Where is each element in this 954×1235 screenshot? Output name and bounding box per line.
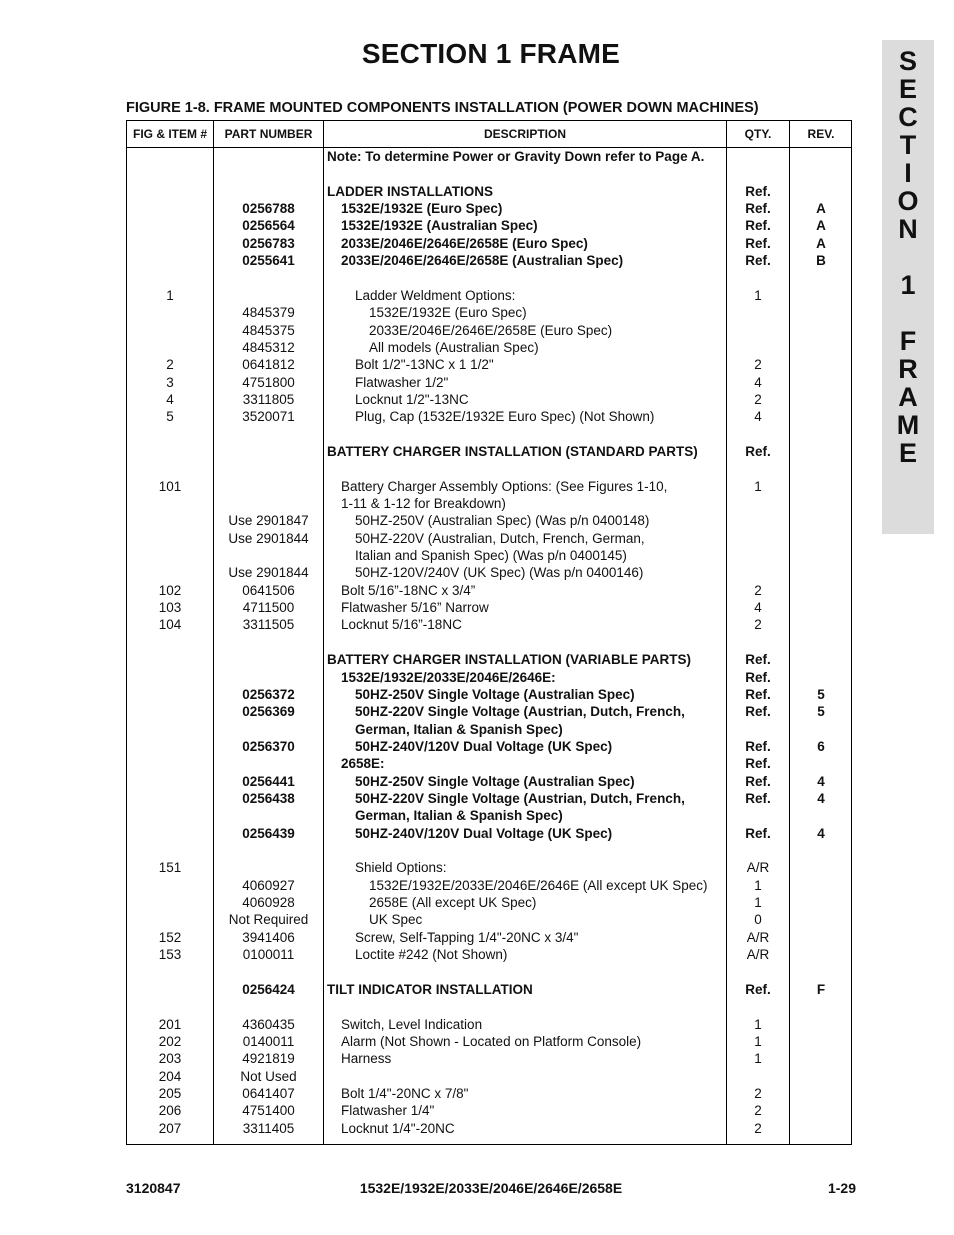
- part-number-cell: 4711500: [242, 600, 295, 616]
- part-number-cell: 0140011: [242, 1033, 295, 1049]
- description-cell: BATTERY CHARGER INSTALLATION (STANDARD PARTS): [327, 443, 698, 459]
- description-cell: Switch, Level Indication: [341, 1016, 483, 1032]
- qty-cell: Ref.: [745, 201, 771, 217]
- table-row: [127, 165, 851, 182]
- description-cell: 50HZ-220V Single Voltage (Austrian, Dutch, French,: [355, 704, 685, 720]
- table-row: [127, 426, 851, 443]
- table-row: [127, 478, 851, 495]
- description-cell: Flatwasher 1/2": [355, 374, 449, 390]
- description-cell: Flatwasher 5/16” Narrow: [341, 600, 489, 616]
- table-row: [127, 512, 851, 529]
- side-tab-letter: S: [898, 46, 917, 76]
- side-tab-letter: F: [899, 326, 917, 356]
- description-cell: German, Italian & Spanish Spec): [355, 808, 563, 824]
- table-row: [127, 981, 851, 998]
- description-cell: Bolt 1/2"-13NC x 1 1/2": [355, 357, 494, 373]
- fig-item-cell: 206: [158, 1103, 182, 1119]
- side-tab-letter: M: [896, 410, 920, 440]
- table-row: [127, 894, 851, 911]
- table-row: [127, 148, 851, 165]
- table-row: [127, 721, 851, 738]
- part-number-cell: 4845375: [242, 322, 295, 338]
- qty-cell: 2: [754, 582, 762, 598]
- rev-cell: 5: [817, 686, 825, 702]
- part-number-cell: 0256441: [242, 773, 295, 789]
- part-number-cell: 4360435: [242, 1016, 295, 1032]
- table-row: [127, 183, 851, 200]
- table-row: [127, 356, 851, 373]
- rev-cell: A: [816, 201, 826, 217]
- qty-cell: Ref.: [745, 981, 771, 997]
- description-cell: LADDER INSTALLATIONS: [327, 183, 493, 199]
- description-cell: All models (Australian Spec): [369, 339, 539, 355]
- table-row: [127, 755, 851, 772]
- part-number-cell: Not Required: [228, 912, 309, 928]
- table-row: [127, 669, 851, 686]
- part-number-cell: 0256788: [242, 201, 295, 217]
- side-tab-letter: N: [898, 214, 918, 244]
- section-title: SECTION 1 FRAME: [361, 38, 621, 69]
- description-cell: Italian and Spanish Spec) (Was p/n 0400145): [355, 548, 627, 564]
- header-fig-item: FIG & ITEM #: [132, 127, 207, 141]
- table-row: [127, 1068, 851, 1085]
- table-row: [127, 1050, 851, 1067]
- qty-cell: 1: [754, 1016, 762, 1032]
- fig-item-cell: 203: [158, 1051, 182, 1067]
- fig-item-cell: 153: [158, 947, 182, 963]
- qty-cell: Ref.: [745, 669, 771, 685]
- table-row: [127, 1102, 851, 1119]
- description-cell: Alarm (Not Shown - Located on Platform Console): [341, 1033, 642, 1049]
- table-row: [127, 269, 851, 286]
- qty-cell: 2: [754, 617, 762, 633]
- table-row: [127, 252, 851, 269]
- table-row: [127, 825, 851, 842]
- fig-item-cell: 102: [158, 582, 182, 598]
- fig-item-cell: 202: [158, 1033, 182, 1049]
- part-number-cell: 0255641: [242, 253, 295, 269]
- table-row: [127, 443, 851, 460]
- description-cell: 1532E/1932E (Australian Spec): [341, 218, 538, 234]
- table-row: [127, 1085, 851, 1102]
- description-cell: Note: To determine Power or Gravity Down refer to Page A.: [327, 149, 705, 164]
- description-cell: 1532E/1932E (Euro Spec): [341, 201, 503, 217]
- description-cell: 1532E/1932E/2033E/2046E/2646E (All except UK Spec): [369, 877, 708, 893]
- qty-cell: 1: [754, 478, 762, 494]
- qty-cell: Ref.: [745, 686, 771, 702]
- table-row: [127, 495, 851, 512]
- table-row: [127, 304, 851, 321]
- qty-cell: A/R: [746, 947, 770, 963]
- table-row: [127, 217, 851, 234]
- table-row: [127, 634, 851, 651]
- fig-item-cell: 101: [158, 478, 182, 494]
- fig-item-cell: 103: [158, 600, 182, 616]
- description-cell: Bolt 1/4"-20NC x 7/8": [341, 1085, 469, 1101]
- footer-models: 1532E/1932E/2033E/2046E/2646E/2658E: [359, 1180, 623, 1196]
- table-row: [127, 287, 851, 304]
- qty-cell: 2: [754, 1103, 762, 1119]
- part-number-cell: 0641506: [242, 582, 295, 598]
- fig-item-cell: 207: [158, 1120, 182, 1136]
- description-cell: Ladder Weldment Options:: [355, 287, 516, 303]
- description-cell: 1532E/1932E (Euro Spec): [369, 305, 527, 321]
- qty-cell: 4: [754, 600, 762, 616]
- table-row: [127, 963, 851, 980]
- part-number-cell: 3520071: [242, 409, 295, 425]
- description-cell: 2033E/2046E/2646E/2658E (Australian Spec): [341, 253, 624, 269]
- description-cell: Locknut 1/2"-13NC: [355, 391, 469, 407]
- side-tab-letter: T: [899, 130, 917, 160]
- table-row: [127, 391, 851, 408]
- table-row: [127, 1120, 851, 1137]
- description-cell: Flatwasher 1/4": [341, 1103, 435, 1119]
- qty-cell: 1: [754, 1033, 762, 1049]
- table-row: [127, 877, 851, 894]
- part-number-cell: 0256438: [242, 790, 295, 806]
- part-number-cell: 0256439: [242, 825, 295, 841]
- qty-cell: Ref.: [745, 253, 771, 269]
- fig-item-cell: 3: [166, 374, 174, 390]
- table-row: [127, 946, 851, 963]
- qty-cell: 2: [754, 391, 762, 407]
- part-number-cell: 0256564: [242, 218, 295, 234]
- rev-cell: B: [816, 253, 826, 269]
- section-side-tab: [882, 40, 934, 534]
- header-part-number: PART NUMBER: [224, 127, 313, 141]
- side-tab-gap: [882, 299, 934, 327]
- fig-item-cell: 4: [166, 391, 174, 407]
- part-number-cell: 4845379: [242, 305, 295, 321]
- qty-cell: Ref.: [745, 825, 771, 841]
- rev-cell: 5: [817, 704, 825, 720]
- description-cell: UK Spec: [369, 912, 423, 928]
- table-row: [127, 790, 851, 807]
- qty-cell: Ref.: [745, 183, 771, 199]
- fig-item-cell: 152: [158, 929, 182, 945]
- rev-cell: F: [816, 981, 826, 997]
- description-cell: 50HZ-240V/120V Dual Voltage (UK Spec): [355, 825, 613, 841]
- table-row: [127, 235, 851, 252]
- table-row: [127, 807, 851, 824]
- qty-cell: 0: [754, 912, 762, 928]
- rev-cell: 4: [817, 790, 825, 806]
- part-number-cell: 0256369: [242, 704, 295, 720]
- fig-item-cell: 5: [166, 409, 174, 425]
- table-row: [127, 929, 851, 946]
- description-cell: Bolt 5/16”-18NC x 3/4”: [341, 582, 476, 598]
- qty-cell: 1: [754, 287, 762, 303]
- description-cell: 2033E/2046E/2646E/2658E (Euro Spec): [369, 322, 613, 338]
- description-cell: Screw, Self-Tapping 1/4"-20NC x 3/4": [355, 929, 579, 945]
- table-row: [127, 651, 851, 668]
- qty-cell: Ref.: [745, 218, 771, 234]
- side-tab-letter: A: [898, 382, 918, 412]
- table-row: [127, 599, 851, 616]
- side-tab-letters: [882, 47, 934, 467]
- part-number-cell: 0100011: [242, 947, 295, 963]
- description-cell: Locknut 5/16”-18NC: [341, 617, 462, 633]
- fig-item-cell: 201: [158, 1016, 182, 1032]
- table-row: [127, 842, 851, 859]
- table-row: [127, 686, 851, 703]
- part-number-cell: Use 2901847: [228, 513, 309, 529]
- description-cell: 2658E (All except UK Spec): [369, 895, 537, 911]
- part-number-cell: 0641407: [242, 1085, 295, 1101]
- qty-cell: A/R: [746, 929, 770, 945]
- rev-cell: 4: [817, 773, 825, 789]
- description-cell: BATTERY CHARGER INSTALLATION (VARIABLE PARTS): [327, 652, 691, 668]
- side-tab-letter: I: [904, 158, 912, 188]
- qty-cell: 2: [754, 1085, 762, 1101]
- qty-cell: 2: [754, 357, 762, 373]
- fig-item-cell: 104: [158, 617, 182, 633]
- fig-item-cell: 204: [158, 1068, 182, 1084]
- rev-cell: 6: [817, 738, 825, 754]
- qty-cell: 1: [754, 1051, 762, 1067]
- part-number-cell: 4845312: [242, 339, 295, 355]
- rev-cell: 4: [817, 825, 825, 841]
- description-cell: 50HZ-220V (Australian, Dutch, French, German,: [355, 530, 645, 546]
- fig-item-cell: 205: [158, 1085, 182, 1101]
- part-number-cell: Not Used: [240, 1068, 297, 1084]
- qty-cell: 4: [754, 409, 762, 425]
- description-cell: Battery Charger Assembly Options: (See Figures 1-10,: [341, 478, 668, 494]
- table-row: [127, 911, 851, 928]
- side-tab-letter: C: [898, 102, 918, 132]
- fig-item-cell: 2: [166, 357, 174, 373]
- description-cell: 50HZ-250V (Australian Spec) (Was p/n 0400148): [355, 513, 650, 529]
- table-row: [127, 1016, 851, 1033]
- description-cell: 1-11 & 1-12 for Breakdown): [341, 496, 506, 511]
- table-row: [127, 773, 851, 790]
- header-description: DESCRIPTION: [483, 127, 566, 141]
- qty-cell: Ref.: [745, 756, 771, 772]
- side-tab-letter: 1: [900, 270, 916, 300]
- description-cell: Locknut 1/4"-20NC: [341, 1120, 455, 1136]
- qty-cell: Ref.: [745, 235, 771, 251]
- parts-table: [126, 120, 852, 1145]
- table-row: [127, 564, 851, 581]
- description-cell: 50HZ-120V/240V (UK Spec) (Was p/n 0400146): [355, 565, 644, 581]
- table-row: [127, 582, 851, 599]
- table-row: [127, 374, 851, 391]
- qty-cell: 1: [754, 877, 762, 893]
- description-cell: 1532E/1932E/2033E/2046E/2646E:: [341, 669, 556, 685]
- rev-cell: A: [816, 218, 826, 234]
- qty-cell: Ref.: [745, 652, 771, 668]
- description-cell: 50HZ-250V Single Voltage (Australian Spec): [355, 686, 635, 702]
- qty-cell: Ref.: [745, 790, 771, 806]
- description-cell: Loctite #242 (Not Shown): [355, 947, 508, 963]
- description-cell: 2033E/2046E/2646E/2658E (Euro Spec): [341, 235, 588, 251]
- qty-cell: A/R: [746, 860, 770, 876]
- header-qty: QTY.: [744, 127, 772, 141]
- table-row: [127, 616, 851, 633]
- qty-cell: 2: [754, 1120, 762, 1136]
- description-cell: 50HZ-250V Single Voltage (Australian Spec): [355, 773, 635, 789]
- description-cell: German, Italian & Spanish Spec): [355, 721, 563, 737]
- qty-cell: 4: [754, 374, 762, 390]
- side-tab-letter: O: [897, 186, 919, 216]
- table-row: [127, 339, 851, 356]
- table-header: [127, 121, 851, 148]
- table-row: [127, 859, 851, 876]
- fig-item-cell: 151: [158, 860, 182, 876]
- part-number-cell: 4751800: [242, 374, 295, 390]
- part-number-cell: Use 2901844: [228, 530, 309, 546]
- qty-cell: Ref.: [745, 443, 771, 459]
- description-cell: 50HZ-220V Single Voltage (Austrian, Dutch, French,: [355, 790, 685, 806]
- description-cell: 2658E:: [341, 756, 385, 772]
- qty-cell: Ref.: [745, 773, 771, 789]
- part-number-cell: 3311405: [242, 1120, 295, 1136]
- table-row: [127, 547, 851, 564]
- header-rev: REV.: [807, 127, 835, 141]
- side-tab-gap: [882, 243, 934, 271]
- part-number-cell: 0256424: [242, 981, 295, 997]
- part-number-cell: 4751400: [242, 1103, 295, 1119]
- table-row: [127, 408, 851, 425]
- side-tab-letter: E: [898, 438, 917, 468]
- rev-cell: A: [816, 235, 826, 251]
- table-row: [127, 460, 851, 477]
- qty-cell: 1: [754, 895, 762, 911]
- part-number-cell: 3311505: [242, 617, 295, 633]
- table-row: [127, 1033, 851, 1050]
- table-row: [127, 530, 851, 547]
- footer-doc-number: 3120847: [126, 1180, 181, 1196]
- description-cell: Harness: [341, 1051, 392, 1067]
- part-number-cell: 0256783: [242, 235, 295, 251]
- side-tab-letter: R: [898, 354, 918, 384]
- footer-page-number: 1-29: [827, 1180, 856, 1196]
- table-row: [127, 322, 851, 339]
- figure-title: FIGURE 1-8. FRAME MOUNTED COMPONENTS INSTALLATION (POWER DOWN MACHINES): [126, 100, 759, 116]
- qty-cell: Ref.: [745, 704, 771, 720]
- description-cell: TILT INDICATOR INSTALLATION: [327, 981, 533, 997]
- side-tab-letter: E: [898, 74, 917, 104]
- part-number-cell: 0256370: [242, 738, 295, 754]
- table-row: [127, 738, 851, 755]
- table-row: [127, 200, 851, 217]
- fig-item-cell: 1: [166, 287, 174, 303]
- description-cell: Shield Options:: [355, 860, 447, 876]
- part-number-cell: 0256372: [242, 686, 295, 702]
- table-row: [127, 998, 851, 1015]
- description-cell: 50HZ-240V/120V Dual Voltage (UK Spec): [355, 738, 613, 754]
- part-number-cell: 0641812: [242, 357, 295, 373]
- part-number-cell: 4060928: [242, 895, 295, 911]
- description-cell: Plug, Cap (1532E/1932E Euro Spec) (Not Shown): [355, 409, 655, 425]
- part-number-cell: Use 2901844: [228, 565, 309, 581]
- part-number-cell: 3941406: [242, 929, 295, 945]
- part-number-cell: 4921819: [242, 1051, 295, 1067]
- part-number-cell: 4060927: [242, 877, 295, 893]
- table-row: [127, 703, 851, 720]
- qty-cell: Ref.: [745, 738, 771, 754]
- part-number-cell: 3311805: [242, 391, 295, 407]
